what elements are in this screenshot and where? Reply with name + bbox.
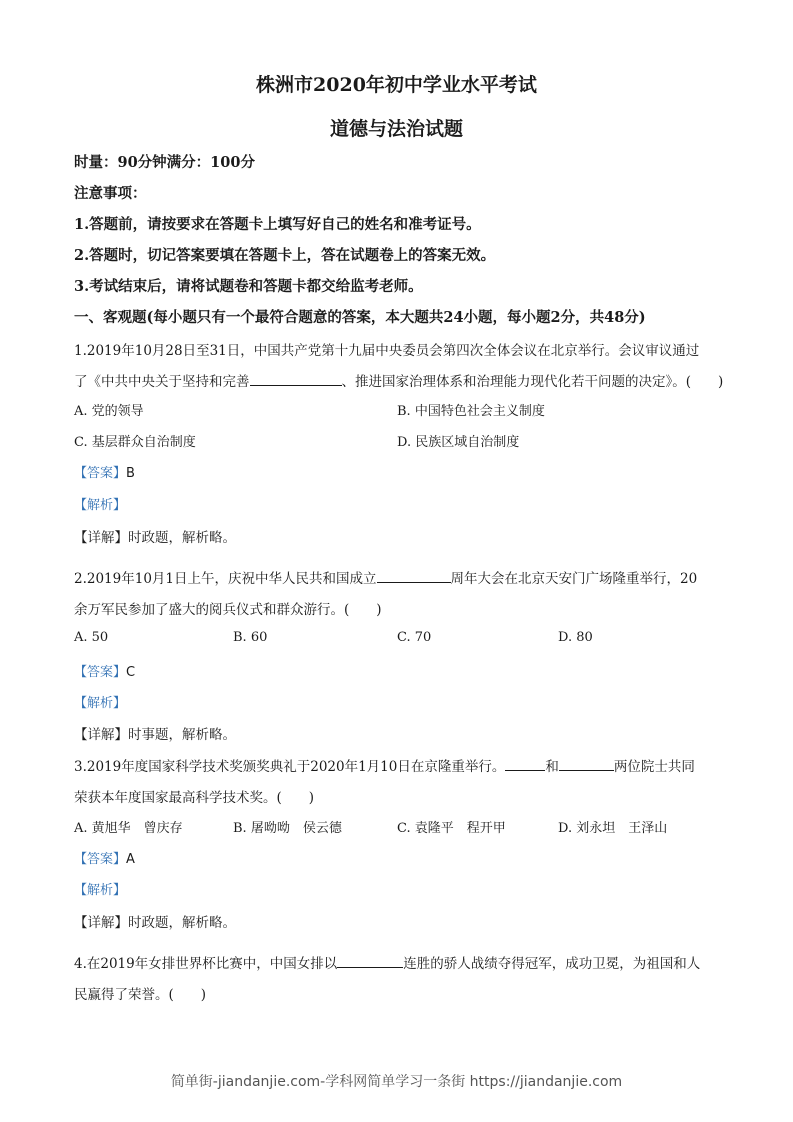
question-1-line1: 1.2019年10月28日至31日，中国共产党第十九届中央委员会第四次全体会议在北京举行。会议审议通过 — [74, 343, 700, 359]
answer-blank — [559, 758, 614, 771]
analysis-label: 【解析】 — [74, 498, 127, 513]
answer-blank — [337, 955, 403, 968]
exam-title: 株洲市2020年初中学业水平考试 — [256, 74, 537, 96]
option-d: D. 刘永坦 王泽山 — [558, 821, 668, 836]
time-score: 时量：90分钟满分：100分 — [74, 154, 255, 171]
answer-value: A — [126, 852, 135, 867]
option-b: B. 60 — [233, 630, 268, 645]
option-d: D. 80 — [558, 630, 593, 645]
page-footer: 简单街-jiandanjie.com-学科网简单学习一条街 https://jiandanjie.com — [170, 1074, 623, 1090]
analysis-label: 【解析】 — [74, 883, 127, 898]
option-a: A. 50 — [74, 630, 109, 645]
answer-blank — [377, 570, 451, 583]
detail-line: 【详解】时政题，解析略。 — [74, 530, 236, 546]
answer-label: 【答案】 — [74, 852, 127, 867]
question-2-line1: 2.2019年10月1日上午，庆祝中华人民共和国成立 周年大会在北京天安门广场隆重举行，20 — [74, 571, 698, 587]
analysis-label: 【解析】 — [74, 696, 127, 711]
answer-line — [74, 848, 135, 867]
option-a: A. 党的领导 — [74, 404, 144, 419]
answer-line — [74, 462, 135, 481]
option-d: D. 民族区域自治制度 — [397, 435, 520, 450]
detail-line: 【详解】时事题，解析略。 — [74, 727, 236, 743]
notice-title: 注意事项： — [74, 185, 147, 202]
exam-subtitle: 道德与法治试题 — [329, 118, 463, 140]
analysis-line — [74, 692, 126, 711]
option-c: C. 基层群众自治制度 — [74, 435, 196, 450]
option-b: B. 中国特色社会主义制度 — [397, 404, 545, 419]
option-c: C. 70 — [397, 630, 432, 645]
answer-value: B — [126, 466, 135, 481]
question-2-line2: 余万军民参加了盛大的阅兵仪式和群众游行。( ) — [74, 602, 382, 618]
notice-item: 1.答题前，请按要求在答题卡上填写好自己的姓名和准考证号。 — [74, 216, 481, 233]
option-b: B. 屠呦呦 侯云德 — [233, 821, 342, 836]
answer-label: 【答案】 — [74, 665, 127, 680]
section-heading: 一、客观题(每小题只有一个最符合题意的答案，本大题共24小题，每小题2分，共48分) — [74, 309, 646, 326]
question-3-line2: 荣获本年度国家最高科学技术奖。( ) — [74, 790, 315, 806]
notice-item: 2.答题时，切记答案要填在答题卡上，答在试题卷上的答案无效。 — [74, 247, 496, 264]
question-1-line2: 了《中共中央关于坚持和完善 、推进国家治理体系和治理能力现代化若干问题的决定》。( ) — [74, 374, 724, 390]
answer-value: C — [126, 665, 136, 680]
question-3-line1: 3.2019年度国家科学技术奖颁奖典礼于2020年1月10日在京隆重举行。 和 两位院士共同 — [74, 759, 695, 775]
answer-line — [74, 661, 135, 680]
answer-blank — [505, 758, 545, 771]
analysis-line — [74, 494, 126, 513]
option-a: A. 黄旭华 曾庆存 — [74, 821, 183, 836]
option-c: C. 袁隆平 程开甲 — [397, 821, 506, 836]
question-4-line2: 民赢得了荣誉。( ) — [74, 987, 207, 1003]
notice-item: 3.考试结束后，请将试题卷和答题卡都交给监考老师。 — [74, 278, 423, 295]
answer-blank — [250, 373, 342, 386]
answer-label: 【答案】 — [74, 466, 127, 481]
detail-line: 【详解】时政题，解析略。 — [74, 915, 236, 931]
question-4-line1: 4.在2019年女排世界杯比赛中，中国女排以 连胜的骄人战绩夺得冠军，成功卫冕，为祖国和人 — [74, 956, 701, 972]
analysis-line — [74, 879, 126, 898]
